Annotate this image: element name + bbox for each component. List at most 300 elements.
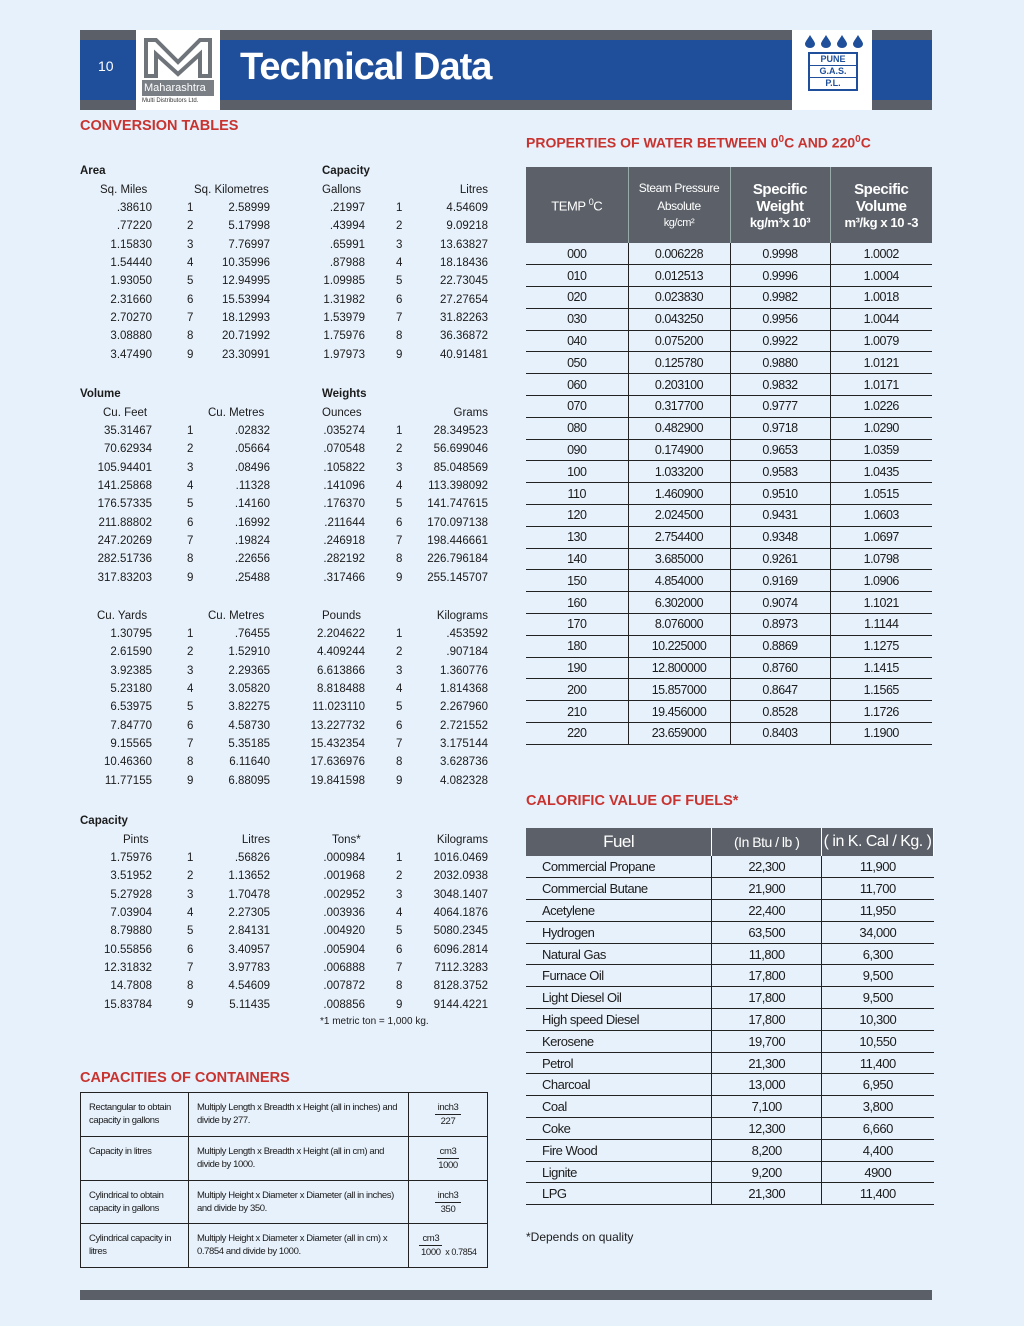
water-cell: 1.0018	[830, 287, 932, 309]
water-cell: 1.033200	[628, 461, 730, 483]
conversion-cell: 4	[187, 256, 194, 269]
conversion-cell: 7112.3283	[434, 961, 488, 974]
water-cell: 1.0044	[830, 308, 932, 330]
table-row	[81, 1224, 488, 1268]
page-title: Technical Data	[240, 46, 492, 88]
conversion-cell: .005904	[323, 943, 365, 956]
water-cell: 1.0697	[830, 526, 932, 548]
water-cell: 0.317700	[628, 396, 730, 418]
conversion-cell: 7	[396, 534, 403, 547]
conversion-cell: 7.76997	[228, 238, 270, 251]
conversion-cell: 141.747615	[427, 498, 488, 511]
water-cell: 1.0515	[830, 483, 932, 505]
conversion-cell: 8	[396, 553, 403, 566]
conversion-tables-title: CONVERSION TABLES	[80, 118, 239, 134]
conversion-cell: 14.7808	[110, 980, 152, 993]
water-cell: 0.8760	[730, 657, 830, 679]
water-cell: 1.1726	[830, 701, 932, 723]
water-cell: 100	[526, 461, 628, 483]
fuel-kcal: 11,400	[822, 1052, 934, 1074]
water-cell: 0.9832	[730, 374, 830, 396]
conversion-cell: 282.51736	[97, 553, 152, 566]
conversion-cell: 9	[187, 774, 194, 787]
conversion-cell: .907184	[446, 646, 488, 659]
footer-bar	[80, 1290, 932, 1300]
conversion-cell: 36.36872	[440, 330, 488, 343]
conversion-cell: 2.58999	[228, 201, 270, 214]
water-cell: 0.9998	[730, 243, 830, 265]
fuel-name: Coke	[526, 1118, 712, 1140]
conversion-cell: 8	[187, 330, 194, 343]
water-cell: 1.1900	[830, 723, 932, 745]
degree-sup: 0	[588, 196, 594, 207]
table-row	[526, 243, 932, 265]
conversion-cell: 3.40957	[228, 943, 270, 956]
table-row	[526, 723, 932, 745]
conversion-cell: 2	[396, 646, 403, 659]
conversion-cell: 198.446661	[427, 534, 488, 547]
fuel-name: Acetylene	[526, 900, 712, 922]
conversion-cell: .035274	[323, 424, 365, 437]
conversion-cell: 2.267960	[440, 701, 488, 714]
conversion-cell: 2.721552	[440, 719, 488, 732]
conversion-cell: .282192	[323, 553, 365, 566]
conversion-cell: 4064.1876	[433, 906, 488, 919]
conversion-cell: 7	[187, 737, 194, 750]
conversion-block	[0, 812, 500, 1032]
water-cell: 1.0435	[830, 461, 932, 483]
conversion-cell: 8	[187, 756, 194, 769]
fuel-btu: 22,300	[712, 856, 822, 878]
conversion-cell: 1	[187, 627, 194, 640]
conversion-cell: 5	[396, 498, 403, 511]
water-properties-title	[526, 134, 871, 151]
water-cell: 220	[526, 723, 628, 745]
fraction-denominator: 1000	[438, 1159, 458, 1171]
table-row	[526, 921, 934, 943]
containers-title: CAPACITIES OF CONTAINERS	[80, 1070, 290, 1086]
fuel-kcal: 10,550	[822, 1030, 934, 1052]
temp-unit: C	[593, 198, 603, 214]
water-cell: 000	[526, 243, 628, 265]
conversion-cell: 4.082328	[440, 774, 488, 787]
conversion-cell: 255.145707	[427, 571, 488, 584]
water-cell: 0.9956	[730, 308, 830, 330]
water-cell: 3.685000	[628, 548, 730, 570]
conversion-cell: 18.12993	[222, 311, 270, 324]
fuel-kcal: 11,900	[822, 856, 934, 878]
conversion-cell: 1	[187, 201, 194, 214]
water-cell: 2.754400	[628, 526, 730, 548]
conversion-cell: 1.15830	[110, 238, 152, 251]
conversion-cell: 6	[396, 719, 403, 732]
weight-header	[730, 167, 830, 243]
conversion-cell: 2.84131	[228, 925, 270, 938]
temp-header-label: TEMP	[551, 198, 586, 214]
water-cell: 0.125780	[628, 352, 730, 374]
water-cell: 140	[526, 548, 628, 570]
conversion-cell: 1.75976	[323, 330, 365, 343]
fraction-numerator: cm3	[419, 1232, 442, 1246]
conversion-cell: .43994	[329, 220, 365, 233]
column-heading: Litres	[241, 833, 270, 846]
water-cell: 19.456000	[628, 701, 730, 723]
conversion-cell: 7	[187, 961, 194, 974]
conversion-cell: 4	[187, 682, 194, 695]
conversion-cell: 1.31982	[323, 293, 365, 306]
conversion-cell: 9	[396, 998, 403, 1011]
conversion-cell: 56.699046	[433, 443, 488, 456]
conversion-cell: .16992	[234, 516, 270, 529]
conversion-cell: 31.82263	[440, 311, 488, 324]
water-cell: 1.460900	[628, 483, 730, 505]
conversion-cell: 5	[187, 701, 194, 714]
table-row	[526, 461, 932, 483]
table-row	[526, 1096, 934, 1118]
conversion-cell: 113.398092	[428, 479, 488, 492]
conversion-cell: 1	[187, 851, 194, 864]
fraction	[435, 1189, 462, 1216]
conversion-cell: 1.97973	[323, 348, 365, 361]
weight-header-line: kg/m³x 10³	[749, 214, 811, 230]
fraction-denominator: 1000	[421, 1247, 441, 1259]
table-row	[526, 417, 932, 439]
conversion-cell: 2	[187, 443, 194, 456]
water-cell: 1.1565	[830, 679, 932, 701]
column-heading: Cu. Feet	[103, 406, 148, 419]
conversion-cell: .000984	[323, 851, 365, 864]
conversion-cell: 3.05820	[228, 682, 270, 695]
water-cell: 060	[526, 374, 628, 396]
conversion-cell: 317.83203	[97, 571, 152, 584]
table-row	[526, 987, 934, 1009]
conversion-cell: 3.08880	[110, 330, 152, 343]
water-cell: 1.0121	[830, 352, 932, 374]
conversion-cell: .008856	[323, 998, 365, 1011]
table-row	[526, 657, 932, 679]
conversion-cell: .22656	[234, 553, 270, 566]
fuel-name: Coal	[526, 1096, 712, 1118]
conversion-cell: 9	[187, 348, 194, 361]
fuel-kcal: 9,500	[822, 965, 934, 987]
conversion-cell: 19.841598	[310, 774, 365, 787]
table-row	[526, 592, 932, 614]
conversion-cell: 8	[187, 553, 194, 566]
water-cell: 0.8973	[730, 614, 830, 636]
conversion-cell: 6	[187, 516, 194, 529]
conversion-cell: 170.097138	[427, 516, 488, 529]
conversion-cell: 1.814368	[440, 682, 488, 695]
conversion-cell: 2	[187, 870, 194, 883]
fuel-name: Furnace Oil	[526, 965, 712, 987]
water-cell: 130	[526, 526, 628, 548]
pressure-header-line: Steam Pressure	[638, 181, 720, 195]
conversion-cell: .246918	[323, 534, 365, 547]
water-cell: 1.0906	[830, 570, 932, 592]
conversion-cell: 8	[396, 980, 403, 993]
brand-logo	[792, 30, 872, 110]
table-row	[81, 1136, 488, 1180]
water-cell: 1.1021	[830, 592, 932, 614]
brand-line: P.L.	[825, 78, 841, 88]
fuel-kcal: 6,660	[822, 1118, 934, 1140]
water-cell: 120	[526, 505, 628, 527]
conversion-cell: 35.31467	[104, 424, 152, 437]
group-heading: Area	[80, 165, 106, 177]
water-cell: 0.9996	[730, 265, 830, 287]
conversion-cell: 2.61590	[110, 646, 152, 659]
conversion-cell: 226.796184	[427, 553, 488, 566]
fuel-name: Natural Gas	[526, 943, 712, 965]
column-heading: Pounds	[322, 609, 362, 622]
conversion-cell: 7	[187, 534, 194, 547]
water-cell: 1.0603	[830, 505, 932, 527]
conversion-cell: 3	[187, 461, 194, 474]
conversion-cell: 1.70478	[228, 888, 270, 901]
pressure-header-line: Absolute	[657, 199, 701, 213]
water-cell: 0.174900	[628, 439, 730, 461]
water-cell: 6.302000	[628, 592, 730, 614]
fuel-btu: 7,100	[712, 1096, 822, 1118]
conversion-cell: 5080.2345	[433, 925, 488, 938]
water-cell: 1.0359	[830, 439, 932, 461]
conversion-block	[0, 162, 500, 382]
fuel-btu: 8,200	[712, 1139, 822, 1161]
water-drops-icon	[804, 34, 864, 48]
table-row	[526, 701, 932, 723]
conversion-cell: 6	[396, 293, 403, 306]
water-cell: 040	[526, 330, 628, 352]
conversion-cell: 3	[187, 888, 194, 901]
brand-text	[808, 52, 858, 91]
water-title-part: C	[860, 134, 871, 151]
fuel-kcal: 4900	[822, 1161, 934, 1183]
volume-header-line: m³/kg x 10 -3	[844, 214, 919, 230]
column-heading: Gallons	[322, 183, 361, 196]
water-cell: 1.1144	[830, 614, 932, 636]
conversion-cell: 17.636976	[310, 756, 365, 769]
fuel-btu: 17,800	[712, 1009, 822, 1031]
conversion-cell: 3.175144	[440, 737, 488, 750]
conversion-cell: 3.51952	[110, 870, 152, 883]
table-row	[526, 1074, 934, 1096]
conversion-cell: 15.53994	[222, 293, 270, 306]
conversion-cell: 5.23180	[110, 682, 152, 695]
water-cell: 2.024500	[628, 505, 730, 527]
conversion-cell: 12.94995	[222, 275, 270, 288]
table-row	[526, 265, 932, 287]
table-row	[526, 965, 934, 987]
water-cell: 0.9261	[730, 548, 830, 570]
water-cell: 0.8528	[730, 701, 830, 723]
conversion-cell: 247.20269	[97, 534, 152, 547]
fuel-kcal: 34,000	[822, 921, 934, 943]
conversion-cell: 7	[396, 737, 403, 750]
water-cell: 0.9348	[730, 526, 830, 548]
pressure-header-line: kg/cm²	[663, 217, 695, 229]
conversion-cell: 7.03904	[110, 906, 152, 919]
conversion-cell: 2.204622	[317, 627, 365, 640]
conversion-cell: 4	[396, 682, 403, 695]
fuel-btu: 22,400	[712, 900, 822, 922]
container-label: Capacity in litres	[81, 1136, 189, 1180]
conversion-cell: 70.62934	[104, 443, 152, 456]
fuel-name: High speed Diesel	[526, 1009, 712, 1031]
table-row	[526, 1052, 934, 1074]
table-row	[81, 1180, 488, 1224]
conversion-cell: .006888	[323, 961, 365, 974]
conversion-cell: 6	[396, 516, 403, 529]
water-cell: 020	[526, 287, 628, 309]
conversion-cell: 1	[396, 851, 403, 864]
conversion-cell: 3.92385	[110, 664, 152, 677]
table-row	[526, 1118, 934, 1140]
water-cell: 1.0002	[830, 243, 932, 265]
conversion-cell: 4	[396, 479, 403, 492]
conversion-cell: 20.71992	[222, 330, 270, 343]
conversion-cell: 40.91481	[440, 348, 488, 361]
conversion-cell: 1016.0469	[433, 851, 488, 864]
conversion-cell: 4.409244	[317, 646, 365, 659]
conversion-cell: 5.27928	[110, 888, 152, 901]
water-cell: 0.9074	[730, 592, 830, 614]
table-row	[526, 1030, 934, 1052]
container-formula: Multiply Height x Diameter x Diameter (all in cm) x 0.7854 and divide by 1000.	[189, 1224, 409, 1268]
conversion-cell: .21997	[329, 201, 365, 214]
fuel-kcal: 11,400	[822, 1183, 934, 1205]
conversion-cell: 5	[396, 925, 403, 938]
water-cell: 23.659000	[628, 723, 730, 745]
btu-header: (In Btu / lb )	[712, 828, 822, 856]
table-row	[526, 1183, 934, 1205]
table-row	[526, 679, 932, 701]
fuel-name: Lignite	[526, 1161, 712, 1183]
fuel-name: Petrol	[526, 1052, 712, 1074]
fraction-numerator: inch3	[435, 1189, 462, 1203]
conversion-cell: 3048.1407	[433, 888, 488, 901]
fuel-kcal: 3,800	[822, 1096, 934, 1118]
conversion-cell: 8	[396, 756, 403, 769]
conversion-cell: .08496	[234, 461, 270, 474]
conversion-cell: .11328	[235, 479, 270, 492]
conversion-cell: 3.47490	[110, 348, 152, 361]
weight-header-line: Specific	[752, 180, 808, 198]
conversion-cell: .105822	[323, 461, 365, 474]
conversion-cell: 211.88802	[98, 516, 152, 529]
conversion-cell: 3.97783	[228, 961, 270, 974]
conversion-cell: 2.31660	[110, 293, 152, 306]
container-formula: Multiply Length x Breadth x Height (all in cm) and divide by 1000.	[189, 1136, 409, 1180]
water-cell: 15.857000	[628, 679, 730, 701]
fraction-denominator: 227	[440, 1116, 456, 1127]
table-row	[526, 396, 932, 418]
water-cell: 1.0079	[830, 330, 932, 352]
water-cell: 1.0004	[830, 265, 932, 287]
conversion-cell: 5	[396, 701, 403, 714]
conversion-cell: 2.29365	[228, 664, 270, 677]
conversion-cell: .25488	[234, 571, 270, 584]
fuel-name: Charcoal	[526, 1074, 712, 1096]
container-label: Cylindrical capacity in litres	[81, 1224, 189, 1268]
conversion-cell: 4	[396, 256, 403, 269]
fuel-btu: 17,800	[712, 987, 822, 1009]
conversion-cell: 8128.3752	[433, 980, 488, 993]
water-cell: 0.9718	[730, 417, 830, 439]
column-heading: Kilograms	[436, 833, 488, 846]
water-cell: 160	[526, 592, 628, 614]
table-row	[526, 943, 934, 965]
fuel-kcal: 11,950	[822, 900, 934, 922]
group-heading: Weights	[322, 388, 367, 400]
fuel-kcal: 4,400	[822, 1139, 934, 1161]
conversion-cell: 27.27654	[440, 293, 488, 306]
table-row	[526, 483, 932, 505]
conversion-cell: 2.27305	[228, 906, 270, 919]
conversion-cell: .453592	[446, 627, 488, 640]
water-cell: 110	[526, 483, 628, 505]
fuel-btu: 63,500	[712, 921, 822, 943]
conversion-cell: 9	[187, 571, 194, 584]
weight-header-line: Weight	[756, 197, 804, 215]
container-formula: Multiply Length x Breadth x Height (all in inches) and divide by 277.	[189, 1093, 409, 1137]
fuel-btu: 9,200	[712, 1161, 822, 1183]
conversion-cell: 7.84770	[110, 719, 152, 732]
conversion-cell: .02832	[234, 424, 270, 437]
fuel-kcal: 9,500	[822, 987, 934, 1009]
table-row	[526, 548, 932, 570]
conversion-cell: 1.13652	[228, 870, 270, 883]
column-heading: Grams	[453, 406, 488, 419]
fuel-btu: 17,800	[712, 965, 822, 987]
conversion-cell: 1.93050	[110, 275, 152, 288]
conversion-cell: 3	[187, 664, 194, 677]
group-heading: Capacity	[322, 165, 370, 177]
conversion-cell: 13.63827	[440, 238, 488, 251]
conversion-cell: 141.25868	[97, 479, 152, 492]
conversion-cell: 4.54609	[446, 201, 488, 214]
container-fraction	[409, 1093, 488, 1137]
column-heading: Ounces	[322, 406, 362, 419]
conversion-cell: 5	[187, 925, 194, 938]
conversion-cell: 15.83784	[104, 998, 152, 1011]
kcal-header: ( in K. Cal / Kg. )	[822, 828, 934, 856]
conversion-cell: 1.75976	[110, 851, 152, 864]
water-properties-table	[526, 167, 932, 745]
conversion-cell: 23.30991	[222, 348, 270, 361]
water-cell: 0.9431	[730, 505, 830, 527]
conversion-cell: 6.53975	[110, 701, 152, 714]
water-cell: 12.800000	[628, 657, 730, 679]
brand-line: PUNE	[820, 54, 846, 64]
conversion-cell: .211644	[324, 516, 365, 529]
water-cell: 1.0290	[830, 417, 932, 439]
column-heading: Cu. Yards	[97, 609, 148, 622]
water-cell: 0.9777	[730, 396, 830, 418]
conversion-cell: 11.77155	[104, 774, 152, 787]
container-fraction	[409, 1224, 488, 1268]
conversion-cell: .007872	[323, 980, 365, 993]
water-cell: 8.076000	[628, 614, 730, 636]
fuels-note: *Depends on quality	[526, 1230, 634, 1244]
conversion-cell: .003936	[323, 906, 365, 919]
conversion-cell: 10.55856	[104, 943, 152, 956]
conversion-cell: 7	[187, 311, 194, 324]
table-row	[526, 1139, 934, 1161]
conversion-cell: .141096	[323, 479, 365, 492]
table-row	[526, 570, 932, 592]
water-cell: 1.0226	[830, 396, 932, 418]
fuel-name: Fire Wood	[526, 1139, 712, 1161]
